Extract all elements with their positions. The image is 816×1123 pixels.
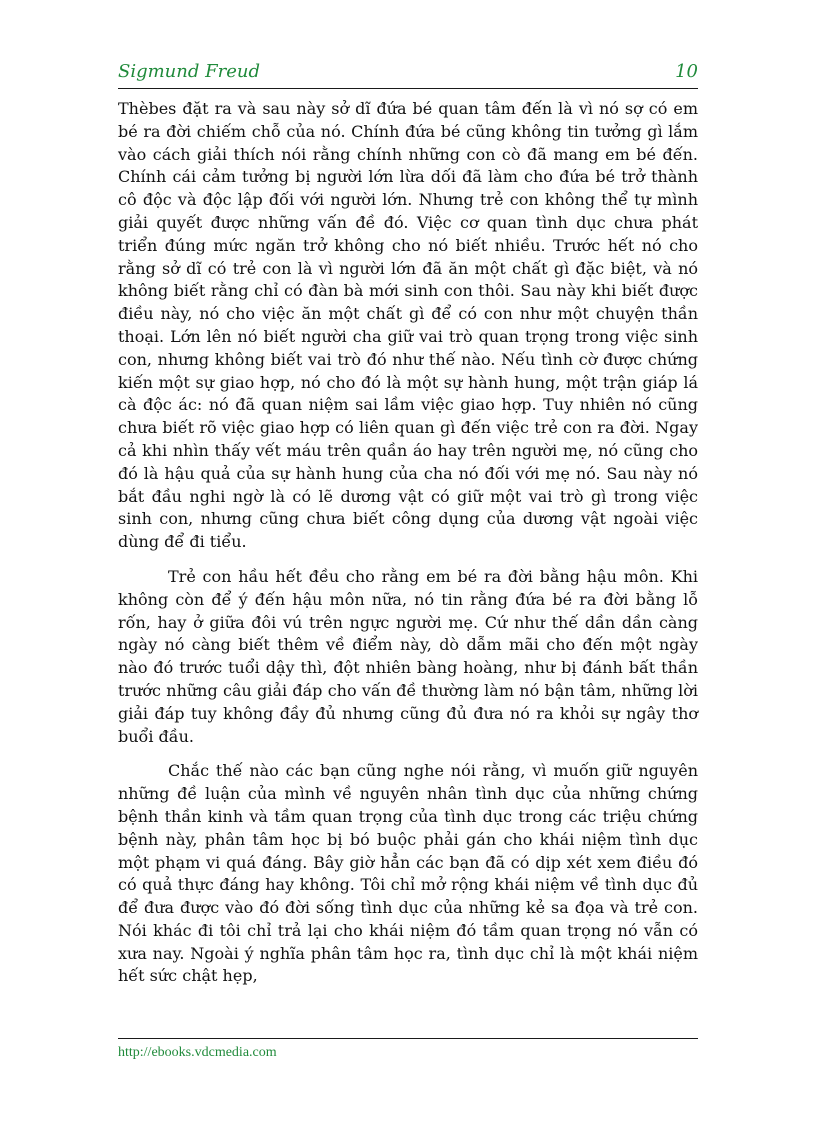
- paragraph-2: Trẻ con hầu hết đều cho rằng em bé ra đời bằng hậu môn. Khi không còn để ý đến hậu môn nữa, nó tin rằng đứa bé ra đời bằng lỗ rốn, hay ở giữa đôi vú trên ngực người mẹ. Cứ như thế dần dần càng ngày nó càng biết thêm về điểm này, dò dẫm mãi cho đến một ngày nào đó trước tuổi dậy thì, đột nhiên bàng hoàng, như bị đánh bất thần trước những câu giải đáp cho vấn đề thường làm nó bận tâm, những lời giải đáp tuy không đầy đủ nhưng cũng đủ đưa nó ra khỏi sự ngây thơ buổi đầu.: [118, 566, 698, 746]
- footer-divider: [118, 1038, 698, 1039]
- page-number: 10: [675, 61, 698, 82]
- footer-url[interactable]: http://ebooks.vdcmedia.com: [118, 1045, 277, 1060]
- header-author: Sigmund Freud: [118, 61, 260, 82]
- paragraph-1: Thèbes đặt ra và sau này sở dĩ đứa bé quan tâm đến là vì nó sợ có em bé ra đời chiếm chỗ của nó. Chính đứa bé cũng không tin tưởng gì lắm vào cách giải thích nói rằng chính những con cò đã mang em bé đến. Chính cái cảm tưởng bị người lớn lừa dối đã làm cho đứa bé trở thành cô độc và độc lập đối với người lớn. Nhưng trẻ con không thể tự mình giải quyết được những vấn đề đó. Việc cơ quan tình dục chưa phát triển đúng mức ngăn trở không cho nó biết nhiều. Trước hết nó cho rằng sở dĩ có trẻ con là vì người lớn đã ăn một chất gì đặc biệt, và nó không biết rằng chỉ có đàn bà mới sinh con thôi. Sau này khi biết được điều này, nó cho việc ăn một chất gì để có con như một chuyện thần thoại. Lớn lên nó biết người cha giữ vai trò quan trọng trong việc sinh con, nhưng không biết vai trò đó như thế nào. Nếu tình cờ được chứng kiến một sự giao hợp, nó cho đó là một sự hành hung, một trận giáp lá cà độc ác: nó đã quan niệm sai lầm việc giao hợp. Tuy nhiên nó cũng chưa biết rõ việc giao hợp có liên quan gì đến việc trẻ con ra đời. Ngay cả khi nhìn thấy vết máu trên quần áo hay trên người mẹ, nó cũng cho đó là hậu quả của sự hành hung của cha nó đối với mẹ nó. Sau này nó bắt đầu nghi ngờ là có lẽ dương vật có giữ một vai trò gì trong việc sinh con, nhưng cũng chưa biết công dụng của dương vật ngoài việc dùng để đi tiểu.: [118, 99, 698, 552]
- body-text: [118, 98, 698, 1000]
- page-header: [118, 58, 698, 89]
- paragraph-3: Chắc thế nào các bạn cũng nghe nói rằng, vì muốn giữ nguyên những đề luận của mình về nguyên nhân tình dục của những chứng bệnh thần kinh và tầm quan trọng của tình dục trong các triệu chứng bệnh này, phân tâm học bị bó buộc phải gán cho khái niệm tình dục một phạm vi quá đáng. Bây giờ hẳn các bạn đã có dịp xét xem điều đó có quả thực đáng hay không. Tôi chỉ mở rộng khái niệm về tình dục đủ để đưa được vào đó đời sống tình dục của những kẻ sa đọa và trẻ con. Nói khác đi tôi chỉ trả lại cho khái niệm đó tầm quan trọng nó vẫn có xưa nay. Ngoài ý nghĩa phân tâm học ra, tình dục chỉ là một khái niệm hết sức chật hẹp,: [118, 761, 698, 986]
